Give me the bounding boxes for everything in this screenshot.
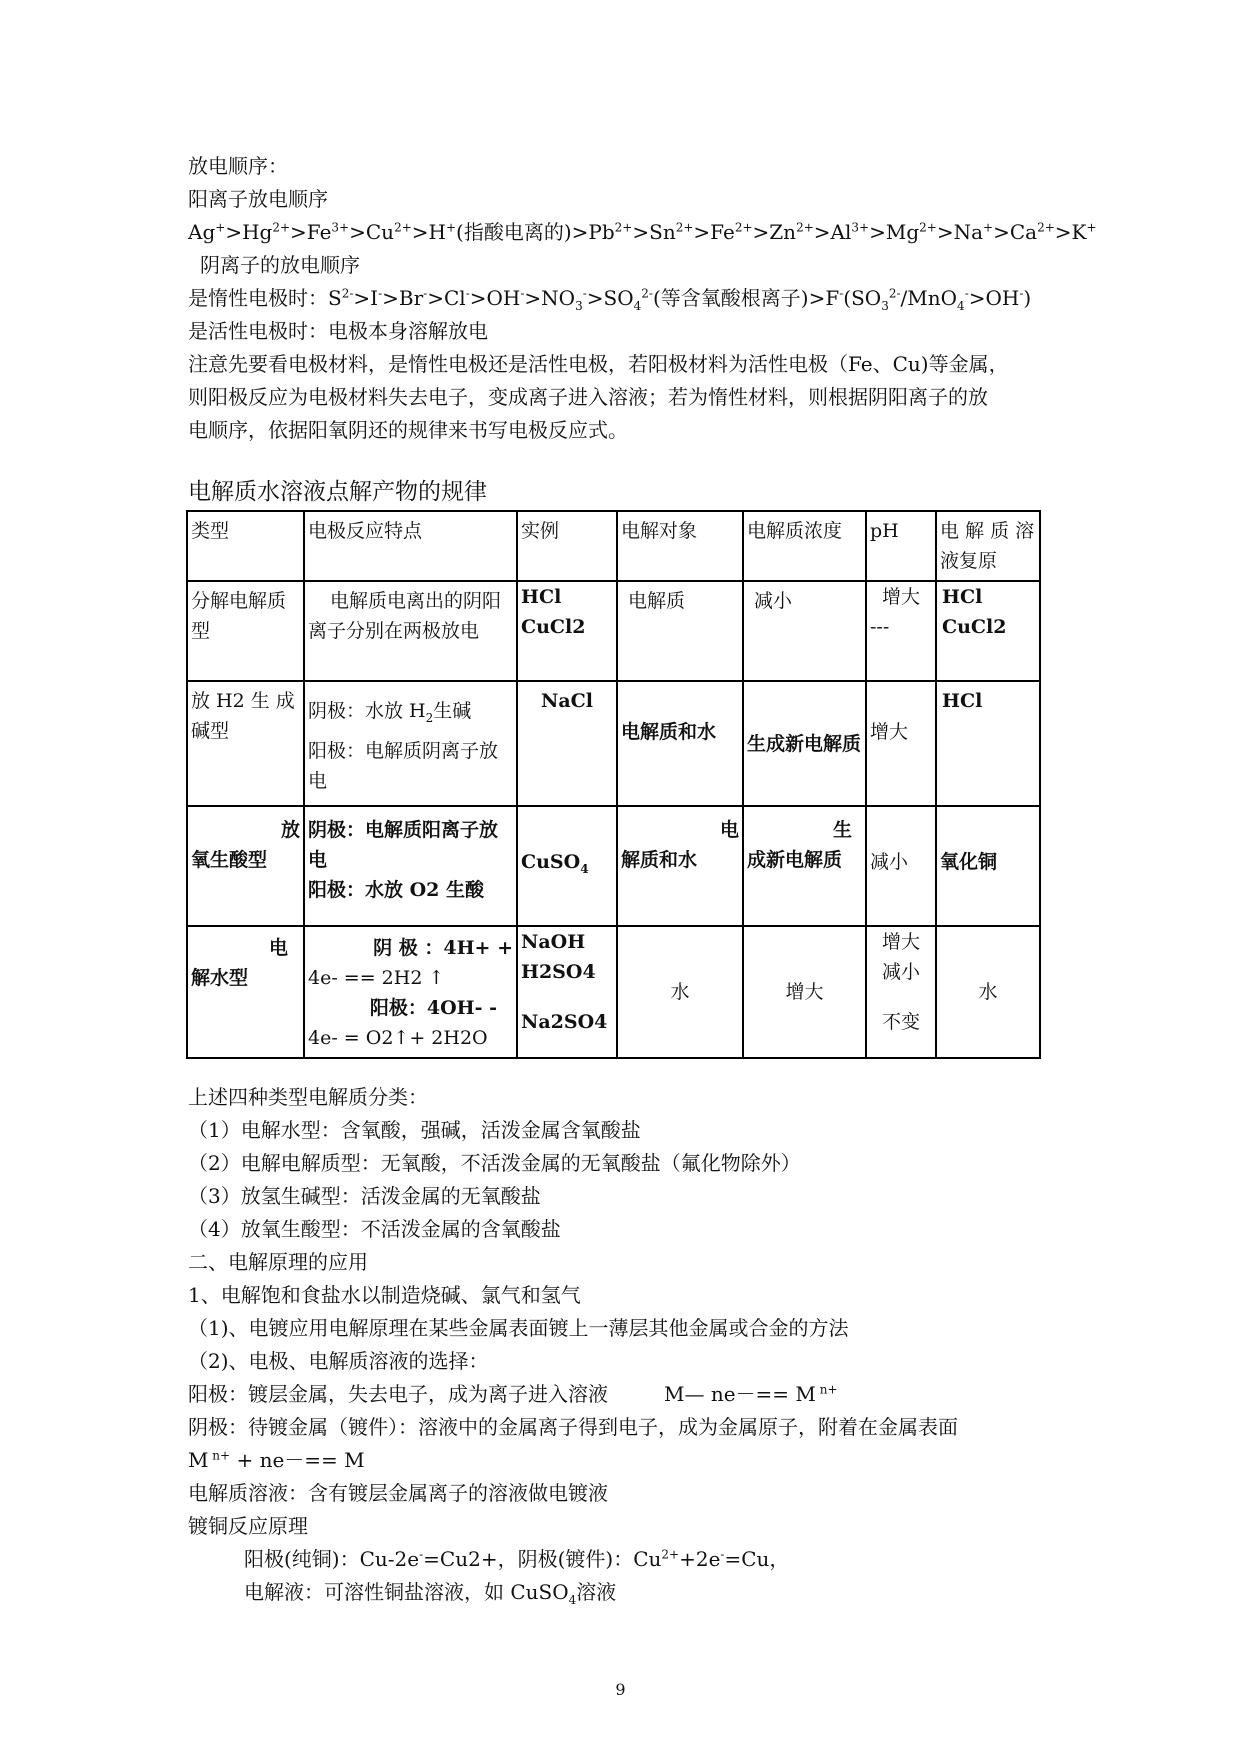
heading-discharge-order: 放电顺序：	[188, 154, 288, 178]
electrolysis-table	[186, 510, 1041, 1059]
row3-feature	[304, 806, 517, 926]
cathode-equation: M $^{n+}$ + ne－== M	[188, 1448, 365, 1472]
row1-feature: 电解质电离出的阴阳离子分别在两极放电	[304, 581, 517, 681]
header-restore: 电 解 质 溶 液复原	[936, 511, 1040, 581]
row1-ph-hcl: 增大	[881, 586, 920, 608]
row4-ph-h2so4: 减小	[881, 961, 920, 983]
row2-example: NaCl	[517, 681, 617, 806]
row2-feature	[304, 681, 517, 806]
table-row	[187, 581, 1040, 681]
row4-concentration: 增大	[743, 926, 866, 1058]
row4-examples	[517, 926, 617, 1058]
row4-example-naoh: NaOH	[521, 931, 586, 953]
row4-ph-naoh: 增大	[881, 931, 920, 953]
row3-ph: 减小	[866, 806, 936, 926]
active-electrode-note: 是活性电极时：电极本身溶解放电	[188, 319, 488, 343]
row1-example-hcl: HCl	[521, 586, 562, 608]
row3-concentration-part1: 生	[832, 819, 852, 841]
row4-restore: 水	[936, 926, 1040, 1058]
header-example: 实例	[517, 511, 617, 581]
cation-order-title: 阳离子放电顺序	[188, 187, 328, 211]
classification-title: 上述四种类型电解质分类：	[188, 1085, 428, 1109]
row1-concentration: 减小	[743, 581, 866, 681]
row3-restore: 氧化铜	[936, 806, 1040, 926]
table-row	[187, 806, 1040, 926]
row3-concentration-part2: 成新电解质	[747, 849, 843, 871]
row1-restore	[936, 581, 1040, 681]
row3-concentration	[743, 806, 866, 926]
row3-target	[617, 806, 743, 926]
row3-target-part1: 电	[719, 819, 739, 841]
row2-concentration: 生成新电解质	[743, 681, 866, 806]
copper-plating-title: 镀铜反应原理	[188, 1514, 308, 1538]
row2-anode: 阳极：电解质阴离子放电	[308, 740, 499, 792]
row4-feature	[304, 926, 517, 1058]
header-feature: 电极反应特点	[304, 511, 517, 581]
electroplating-definition: （1)、电镀应用电解原理在某些金属表面镀上一薄层其他金属或合金的方法	[188, 1316, 849, 1340]
header-target: 电解对象	[617, 511, 743, 581]
row1-restore-cucl2: CuCl2	[942, 616, 1007, 638]
classification-item-2: （2）电解电解质型：无氧酸，不活泼金属的无氧酸盐（氟化物除外）	[188, 1151, 801, 1175]
header-ph: pH	[866, 511, 936, 581]
row4-ph	[866, 926, 936, 1058]
row2-target: 电解质和水	[617, 681, 743, 806]
row4-anode-line1: 阳极：4OH- -	[369, 997, 497, 1019]
electrolyte-description: 电解质溶液：含有镀层金属离子的溶液做电镀液	[188, 1481, 608, 1505]
table-row	[187, 681, 1040, 806]
row4-type-part1: 电	[268, 937, 288, 959]
anion-order-title: 阴离子的放电顺序	[200, 253, 360, 277]
row2-cathode: 阴极：水放 $H_2$生碱	[308, 700, 472, 725]
row2-ph: 增大	[866, 681, 936, 806]
row1-example-cucl2: CuCl2	[521, 616, 586, 638]
row2-restore: HCl	[936, 681, 1040, 806]
classification-item-1: （1）电解水型：含氧酸，强碱，活泼金属含氧酸盐	[188, 1118, 641, 1142]
row4-ph-na2so4: 不变	[881, 1011, 920, 1033]
row1-type: 分解电解质型	[187, 581, 304, 681]
section-heading-applications: 二、电解原理的应用	[188, 1250, 368, 1274]
anode-description: 阳极：镀层金属，失去电子，成为离子进入溶液 M— ne－== M $^{n+}$	[188, 1382, 838, 1406]
note-paragraph-line-2: 则阳极反应为电极材料失去电子，变成离子进入溶液；若为惰性材料，则根据阴阳离子的放	[188, 385, 988, 409]
note-paragraph-line-3: 电顺序，依据阳氧阴还的规律来书写电极反应式。	[188, 418, 628, 442]
cation-order-sequence: $Ag^+>Hg^{2+}>Fe^{3+}>Cu^{2+}>H^+$(指酸电离的)$>Pb^{2+}>Sn^{2+}>Fe^{2+}>Zn^{2+}>Al^{3+}>Mg^{2+}>Na^+>Ca^{2+}>K^+$	[188, 220, 1097, 244]
header-type: 类型	[187, 511, 304, 581]
row3-type	[187, 806, 304, 926]
classification-item-4: （4）放氧生酸型：不活泼金属的含氧酸盐	[188, 1217, 561, 1241]
row4-example-na2so4: Na2SO4	[521, 1011, 608, 1033]
row3-type-part1: 放	[280, 819, 300, 841]
row3-target-part2: 解质和水	[621, 849, 698, 871]
row1-examples	[517, 581, 617, 681]
row2-type: 放 H2 生 成碱型	[187, 681, 304, 806]
row4-cathode-line1: 阴 极 ：4H+ +	[373, 937, 513, 959]
page-number: 9	[615, 1680, 626, 1699]
row4-anode-line2: 4e- = O2↑+ 2H2O	[308, 1027, 488, 1049]
row3-cathode: 阴极：电解质阳离子放电	[308, 819, 499, 871]
row1-restore-hcl: HCl	[942, 586, 983, 608]
row4-type-part2: 解水型	[191, 967, 249, 989]
row4-target: 水	[617, 926, 743, 1058]
row1-ph-cucl2: ---	[870, 616, 890, 638]
electrode-selection-title: （2)、电极、电解质溶液的选择：	[188, 1349, 489, 1373]
table-row	[187, 926, 1040, 1058]
cathode-description: 阴极：待镀金属（镀件）：溶液中的金属离子得到电子，成为金属原子，附着在金属表面	[188, 1415, 958, 1439]
row3-example: CuSO$_4$	[517, 806, 617, 926]
copper-plating-electrodes: 阳极(纯铜)：Cu-2e-=Cu2+，阴极(镀件)：$Cu^{2+}+2e^-=Cu$，	[244, 1547, 790, 1571]
header-concentration: 电解质浓度	[743, 511, 866, 581]
row3-anode: 阳极：水放 O2 生酸	[308, 879, 485, 901]
copper-plating-electrolyte: 电解液：可溶性铜盐溶液，如 CuSO$_4$溶液	[244, 1580, 617, 1607]
table-header-row	[187, 511, 1040, 581]
row4-example-h2so4: H2SO4	[521, 961, 596, 983]
application-1: 1、电解饱和食盐水以制造烧碱、氯气和氢气	[188, 1283, 581, 1307]
row4-cathode-line2: 4e- == 2H2 ↑	[308, 967, 445, 989]
table-caption: 电解质水溶液点解产物的规律	[188, 479, 487, 505]
row3-type-part2: 氧生酸型	[191, 849, 268, 871]
anion-order-sequence: 是惰性电极时：$S^{2-}>I^->Br^->Cl^->OH^->NO_3^->SO_4^{2-}$(等含氧酸根离子)$>F^-(SO_3^{2-}/MnO_4^->OH^-)$	[188, 286, 1032, 313]
row1-ph	[866, 581, 936, 681]
row1-target: 电解质	[617, 581, 743, 681]
classification-item-3: （3）放氢生碱型：活泼金属的无氧酸盐	[188, 1184, 541, 1208]
row4-type	[187, 926, 304, 1058]
note-paragraph-line-1: 注意先要看电极材料，是惰性电极还是活性电极，若阳极材料为活性电极（Fe、Cu)等金属，	[188, 352, 1009, 376]
